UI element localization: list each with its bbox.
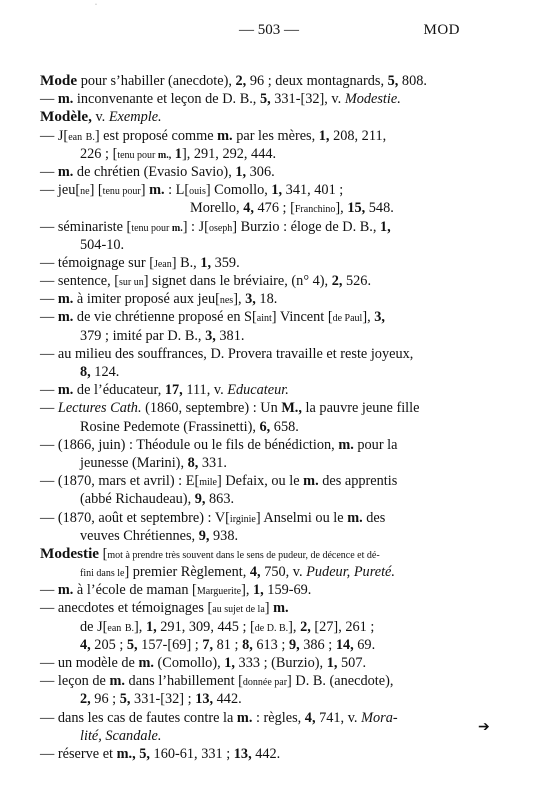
entry-text: 291, 309, 445 ; [ xyxy=(156,618,255,635)
index-line xyxy=(40,90,500,108)
entry-text: ] premier Règlement, xyxy=(124,564,250,581)
index-line xyxy=(40,163,500,181)
entry-text: ] signet dans le bréviaire, (n° 4), xyxy=(143,273,332,290)
entry-text: 205 ; xyxy=(90,636,127,653)
index-line xyxy=(40,181,500,199)
index-line xyxy=(40,145,500,163)
index-line xyxy=(40,472,500,490)
entry-text: 2, xyxy=(80,691,91,708)
entry-text: 1, xyxy=(379,218,391,235)
entry-text: B. xyxy=(124,622,135,634)
page-header xyxy=(0,22,538,44)
entry-text: — (1866, juin) : Théodule ou le fils de bénédiction, xyxy=(40,436,339,453)
entry-text: — un modèle de xyxy=(40,655,139,671)
entry-text: tenu pour xyxy=(131,222,172,234)
index-line xyxy=(40,108,500,126)
entry-text: 3, xyxy=(205,327,216,344)
entry-text: 306. xyxy=(246,163,275,180)
entry-text: sur un xyxy=(119,277,144,289)
entry-text: v. xyxy=(91,109,109,126)
entry-text: 1 xyxy=(174,145,182,162)
entry-text: de D. B. xyxy=(254,622,289,634)
entry-text: dans l’habillement [ xyxy=(124,673,243,690)
entry-text: 5, xyxy=(259,91,271,108)
entry-text: 160-61, 331 ; xyxy=(149,745,234,762)
entry-text: m. xyxy=(57,582,74,599)
entry-text: m. xyxy=(57,163,74,180)
entry-text: 96 ; deux montagnards, xyxy=(246,73,388,89)
entry-text: — xyxy=(40,163,58,180)
entry-text: 1, xyxy=(271,182,283,199)
entry-headword: Mode xyxy=(40,72,78,89)
entry-text: m. xyxy=(57,309,74,326)
entry-text: ] Burzio : éloge de D. B., xyxy=(232,218,380,235)
entry-text: m. xyxy=(109,673,125,690)
entry-text: ouis xyxy=(189,186,206,198)
entry-text: donnée par xyxy=(242,677,288,689)
entry-text: ] : J[ xyxy=(182,218,209,235)
entry-text: 863. xyxy=(205,491,235,508)
entry-text: 17, xyxy=(164,382,183,399)
entry-text: 1, xyxy=(145,618,157,635)
entry-text: m. xyxy=(138,655,154,671)
entry-text: m., xyxy=(116,745,136,762)
entry-text: 507. xyxy=(337,655,367,671)
index-line xyxy=(40,127,500,145)
entry-text: pour s’habiller (anecdote), xyxy=(77,73,236,89)
index-line xyxy=(40,581,500,599)
entry-text: 1, xyxy=(252,582,264,599)
entry-text: ] xyxy=(140,182,150,199)
entry-text: — leçon de xyxy=(40,673,110,690)
entry-text: — xyxy=(40,382,58,399)
entry-text: 111, v. xyxy=(182,382,228,399)
entry-text: — (1870, mars et avril) : E[ xyxy=(40,473,200,490)
index-line xyxy=(40,727,500,745)
entry-text: 548. xyxy=(365,200,394,217)
index-line xyxy=(40,509,500,527)
entry-text: 96 ; xyxy=(90,691,120,708)
entry-text: veuves Chrétiennes, xyxy=(80,527,199,544)
entry-text: 331. xyxy=(198,454,227,471)
entry-text: 1, xyxy=(224,655,235,671)
entry-text: 658. xyxy=(270,418,299,435)
entry-text: de chrétien (Evasio Savio), xyxy=(73,163,236,180)
entry-text: 208, 211, xyxy=(329,127,387,144)
entry-text: 2, xyxy=(235,73,247,89)
entry-text: des apprentis xyxy=(318,473,398,490)
entry-text: 8, xyxy=(80,364,91,380)
entry-text: 4, xyxy=(80,636,91,653)
entry-text: 5, xyxy=(387,73,399,89)
entry-text: Franchino xyxy=(294,204,336,216)
entry-text: 157-[69] ; xyxy=(137,636,203,653)
entry-text: 18. xyxy=(255,291,278,308)
index-line xyxy=(40,218,500,236)
entry-text: Rosine Pedemote (Frassinetti), xyxy=(80,418,260,435)
index-line xyxy=(40,618,500,636)
entry-text: 159-69. xyxy=(263,582,312,599)
entry-text: 2, xyxy=(300,618,311,635)
entry-text: : L[ xyxy=(164,182,190,199)
entry-text: de l’éducateur, xyxy=(73,382,165,399)
entry-text: 81 ; xyxy=(213,636,243,653)
entry-text: — témoignage sur [ xyxy=(40,254,154,271)
entry-text: 333 ; (Burzio), xyxy=(234,655,327,671)
entry-text: 8, xyxy=(242,636,253,653)
entry-text: m., xyxy=(157,149,172,161)
entry-text: 5, xyxy=(119,691,131,708)
entry-text: ], xyxy=(335,200,348,217)
entry-text: ] D. B. (anecdote), xyxy=(287,673,394,690)
entry-text: m. xyxy=(236,709,253,726)
entry-text: Modestie. xyxy=(344,91,401,108)
entry-text: inconvenante et leçon de D. B., xyxy=(73,91,260,108)
entry-text: aint xyxy=(256,313,272,325)
index-line xyxy=(40,345,500,363)
entry-text: 526. xyxy=(342,273,372,290)
index-line xyxy=(40,72,500,90)
entry-text: — xyxy=(40,291,58,308)
entry-text: 69. xyxy=(353,636,376,653)
entry-text: m. xyxy=(347,509,363,526)
entry-text: — réserve et xyxy=(40,745,117,762)
entry-text: 504-10. xyxy=(80,236,125,253)
entry-text: ], xyxy=(134,618,146,635)
entry-text: — séminariste [ xyxy=(40,218,132,235)
entry-text: ] Anselmi ou le xyxy=(255,509,348,526)
index-line xyxy=(40,636,500,654)
entry-text: ], xyxy=(233,291,246,308)
entry-text: Morello, xyxy=(190,200,244,217)
entry-text: tenu pour xyxy=(117,149,158,161)
entry-text: (1860, septembre) : Un xyxy=(141,400,282,417)
entry-text: ] Vincent [ xyxy=(271,309,333,326)
entry-text: 1, xyxy=(200,254,212,271)
continue-arrow-icon: ➔ xyxy=(478,720,490,735)
entry-text: m. xyxy=(217,127,233,144)
index-line xyxy=(40,454,500,472)
entry-text: 13, xyxy=(233,745,252,762)
entry-text: ne xyxy=(80,186,90,198)
index-line xyxy=(40,690,500,708)
entry-text: 3, xyxy=(245,291,256,308)
entry-text: 442. xyxy=(213,691,242,708)
entry-text: tenu pour xyxy=(102,186,141,198)
entry-text: 5, xyxy=(139,745,150,762)
entry-text: B. xyxy=(85,131,95,143)
entry-text: 4, xyxy=(249,564,261,581)
entry-text: m. xyxy=(149,182,165,199)
entry-text: 808. xyxy=(398,73,427,89)
entry-text: mot à prendre très souvent dans le sens de pudeur, de décence et dé- xyxy=(107,549,380,561)
entry-text: 7, xyxy=(202,636,214,653)
entry-text: m. xyxy=(57,91,74,108)
entry-text: — dans les cas de fautes contre la xyxy=(40,709,237,726)
entry-text: 331-[32] ; xyxy=(130,691,196,708)
entry-text: de vie chrétienne proposé en S[ xyxy=(73,309,257,326)
entry-text: ] B., xyxy=(171,254,201,271)
entry-text: : règles, xyxy=(252,709,305,726)
entry-text: ] xyxy=(264,600,274,617)
index-line xyxy=(40,709,500,727)
entry-text: 9, xyxy=(288,636,300,653)
entry-text: 6, xyxy=(259,418,271,435)
index-line xyxy=(40,254,500,272)
index-line xyxy=(40,672,500,690)
entry-text: — sentence, [ xyxy=(40,273,119,290)
entry-text: 1, xyxy=(235,163,247,180)
entry-text: ], xyxy=(288,618,301,635)
entry-text: m. xyxy=(273,600,289,617)
entry-text: 613 ; xyxy=(252,636,289,653)
entry-text: fini dans le xyxy=(80,568,125,580)
entry-text: 1, xyxy=(318,127,330,144)
entry-text: — J[ xyxy=(40,127,69,144)
entry-text: m. xyxy=(303,473,319,490)
entry-text: de Paul xyxy=(332,313,363,325)
entry-text: 8, xyxy=(187,454,199,471)
entry-text: 938. xyxy=(209,527,239,544)
entry-text: 226 ; [ xyxy=(80,145,118,162)
entry-text: Pudeur, Pureté. xyxy=(306,564,395,581)
entry-text: 341, 401 ; xyxy=(282,182,344,199)
entry-text: Marguerite xyxy=(196,586,242,598)
entry-text: Lectures Cath. xyxy=(57,400,142,417)
entry-text: 359. xyxy=(211,254,240,271)
entry-text: mile xyxy=(199,477,217,489)
entry-text: ] Comollo, xyxy=(205,182,272,199)
entry-text: 13, xyxy=(195,691,214,708)
page-number: — 503 — xyxy=(239,22,299,38)
index-line xyxy=(40,545,500,563)
entry-text: 2, xyxy=(331,273,343,290)
entry-text: au sujet de la xyxy=(212,604,265,616)
entry-text: lité, Scandale. xyxy=(80,727,162,744)
index-line xyxy=(40,399,500,417)
entry-text: 386 ; xyxy=(299,636,336,653)
entry-text: — (1870, août et septembre) : V[ xyxy=(40,509,230,526)
running-head: MOD xyxy=(423,22,460,38)
entry-text: ean xyxy=(68,131,83,143)
entry-text: — jeu[ xyxy=(40,182,81,199)
entry-text: ] [ xyxy=(89,182,103,199)
entry-text: — xyxy=(40,582,58,599)
entry-headword: Modèle, xyxy=(40,108,92,126)
entry-text: ], 291, 292, 444. xyxy=(181,145,277,162)
entry-text: 379 ; imité par D. B., xyxy=(80,327,206,344)
entry-text: Jean xyxy=(153,258,172,270)
entry-text: 741, v. xyxy=(315,709,362,726)
print-mark: · xyxy=(95,2,97,8)
index-line xyxy=(40,436,500,454)
entry-text: 4, xyxy=(243,200,254,217)
index-line xyxy=(40,654,500,672)
entry-text: pour la xyxy=(353,436,398,453)
entry-text: ] Defaix, ou le xyxy=(217,473,304,490)
entry-text: — anecdotes et témoignages [ xyxy=(40,600,213,617)
index-line xyxy=(40,418,500,436)
entry-text: m. xyxy=(338,436,354,453)
entry-text: Educateur. xyxy=(227,382,289,399)
entry-text: 124. xyxy=(90,364,120,380)
entry-text: — au milieu des souffrances, D. Provera travaille et reste joyeux, xyxy=(40,345,414,362)
entry-text: jeunesse (Marini), xyxy=(80,454,188,471)
entry-text: ean xyxy=(107,622,122,634)
entry-text: 750, v. xyxy=(260,564,307,581)
entry-text: par les mères, xyxy=(232,127,319,144)
entry-text: ], xyxy=(362,309,375,326)
entry-text: — xyxy=(40,91,58,108)
index-line xyxy=(40,363,500,381)
entry-text: de J[ xyxy=(80,618,108,635)
index-line xyxy=(40,236,500,254)
entry-text: 331-[32], v. xyxy=(270,91,345,108)
entry-text: (Comollo), xyxy=(153,655,225,671)
entry-text: [27], 261 ; xyxy=(310,618,375,635)
entry-text: [ xyxy=(99,545,108,562)
entry-text: 1, xyxy=(326,655,338,671)
entry-text: 9, xyxy=(194,491,206,508)
entry-text: 381. xyxy=(215,327,245,344)
entry-text: — xyxy=(40,400,58,417)
entry-text: 9, xyxy=(198,527,210,544)
index-line xyxy=(40,599,500,617)
entry-text: ], xyxy=(241,582,253,599)
index-entries xyxy=(40,72,500,763)
entry-text: m. xyxy=(57,382,74,399)
entry-text: 14, xyxy=(335,636,354,653)
entry-text: irginie xyxy=(229,513,256,525)
entry-text: à l’école de maman [ xyxy=(73,582,197,599)
entry-text: 4, xyxy=(304,709,316,726)
entry-text: oseph xyxy=(208,222,233,234)
entry-text: 5, xyxy=(126,636,138,653)
index-line xyxy=(40,490,500,508)
index-line xyxy=(40,745,500,763)
entry-text: m. xyxy=(171,222,183,234)
index-line xyxy=(40,563,500,581)
entry-text: ] est proposé comme xyxy=(94,127,218,144)
index-line xyxy=(40,327,500,345)
entry-text: nes xyxy=(219,295,234,307)
entry-text: des xyxy=(362,509,386,526)
entry-text: 476 ; [ xyxy=(253,200,295,217)
index-line xyxy=(40,527,500,545)
entry-text: la pauvre jeune fille xyxy=(301,400,420,417)
index-line xyxy=(40,381,500,399)
entry-text: m. xyxy=(57,291,74,308)
entry-text: 442. xyxy=(251,745,281,762)
entry-text: M., xyxy=(281,400,302,417)
index-line xyxy=(40,308,500,326)
entry-text: (abbé Richaudeau), xyxy=(80,491,195,508)
entry-text: à imiter proposé aux jeu[ xyxy=(73,291,220,308)
index-line xyxy=(40,199,500,217)
entry-text: Exemple. xyxy=(108,109,162,126)
entry-text: 3, xyxy=(374,309,385,326)
entry-text: — xyxy=(40,309,58,326)
entry-text: 15, xyxy=(347,200,366,217)
index-line xyxy=(40,290,500,308)
index-line xyxy=(40,272,500,290)
entry-text: Mora- xyxy=(361,709,398,726)
entry-headword: Modestie xyxy=(40,544,100,562)
